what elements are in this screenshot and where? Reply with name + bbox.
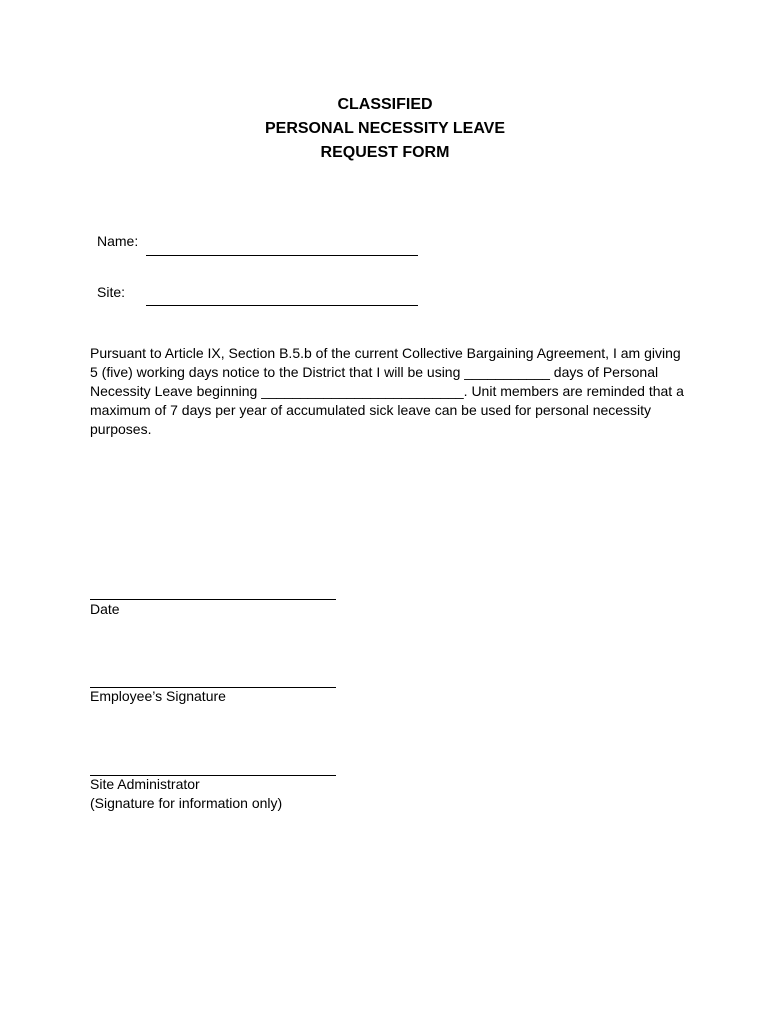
paragraph-line: purposes.: [90, 421, 152, 437]
agreement-paragraph: [90, 344, 690, 439]
site-administrator-label: Site Administrator: [90, 776, 200, 792]
site-label: Site:: [97, 284, 126, 300]
paragraph-line: Pursuant to Article IX, Section B.5.b of the current Collective Bargaining Agreement, I am giving: [90, 345, 681, 361]
paragraph-line: maximum of 7 days per year of accumulated sick leave can be used for personal necessity: [90, 402, 652, 418]
date-label: Date: [90, 601, 120, 617]
form-title-classified: CLASSIFIED: [337, 96, 433, 113]
site-field-line[interactable]: [146, 305, 418, 306]
date-signature-line[interactable]: [90, 599, 336, 600]
name-field-line[interactable]: [146, 255, 418, 256]
paragraph-line: Necessity Leave beginning __________________________. Unit members are reminded that a: [90, 383, 684, 399]
form-title-leave-type: PERSONAL NECESSITY LEAVE: [264, 120, 506, 137]
name-label: Name:: [97, 233, 139, 249]
form-title-request-form: REQUEST FORM: [320, 144, 450, 161]
paragraph-line: 5 (five) working days notice to the District that I will be using ___________ days of Personal: [90, 364, 659, 380]
site-administrator-note: (Signature for information only): [90, 795, 283, 811]
employee-signature-label: Employee’s Signature: [90, 688, 226, 704]
